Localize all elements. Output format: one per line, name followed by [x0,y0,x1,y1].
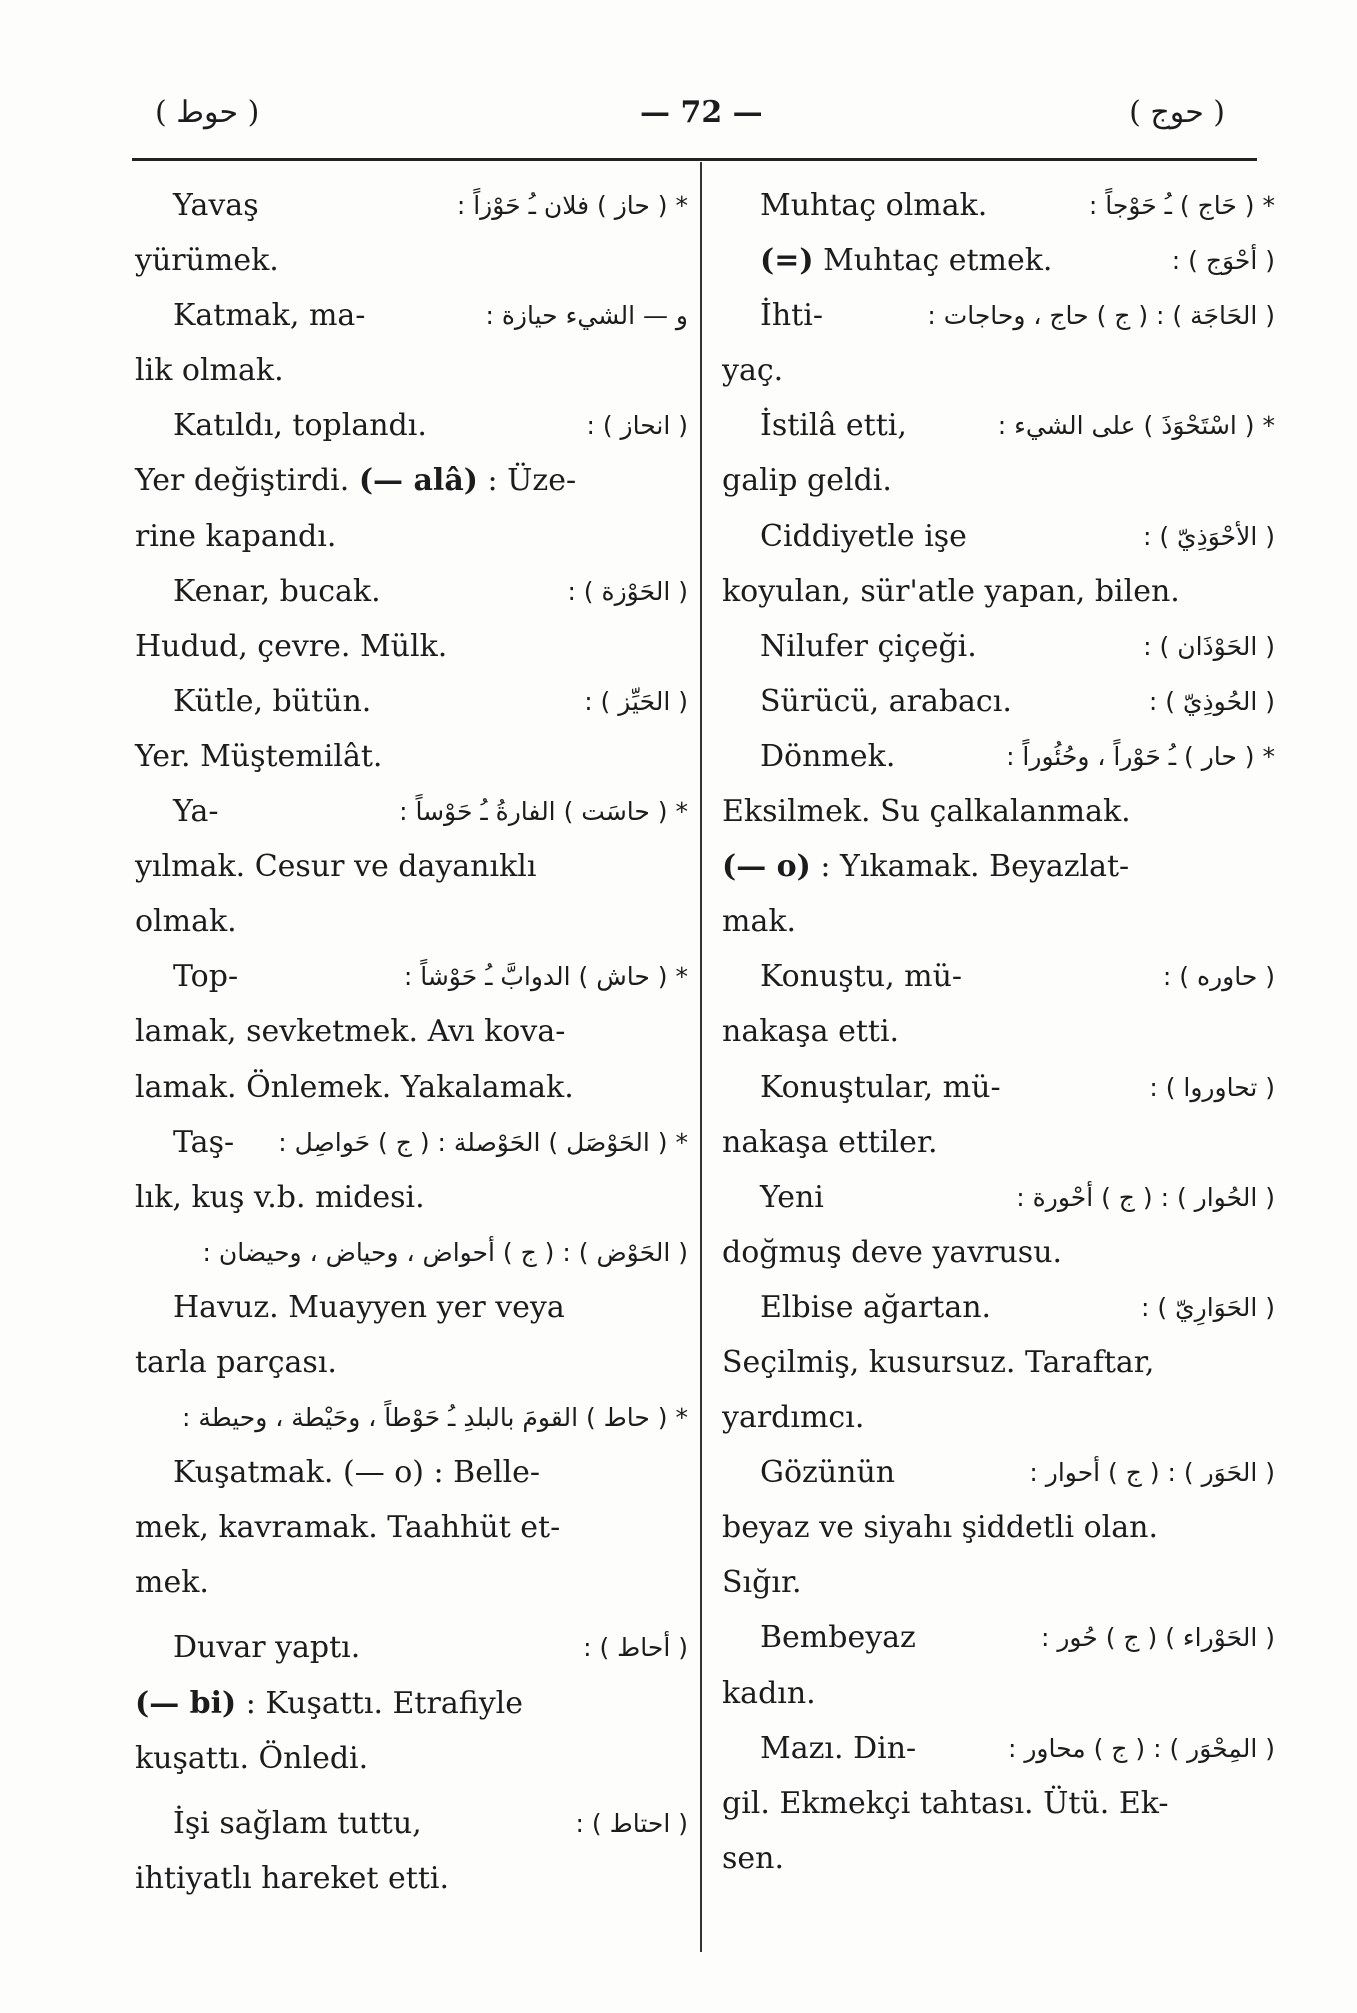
entry-line [722,1060,1277,1115]
turkish-text: Yeni [760,1179,824,1215]
turkish-text: Yer değiştirdi. (— alâ) : Üze- [135,463,577,499]
turkish-text: Seçilmiş, kusursuz. Taraftar, [722,1344,1155,1380]
arabic-headword: * ( اسْتَحْوَذَ ) على الشيء : [997,411,1275,441]
entry-line [135,1335,690,1390]
entry-line [135,453,690,508]
turkish-text: Duvar yaptı. [173,1630,361,1666]
arabic-headword: ( الحَاجَة ) : ( ج ) حاج ، وحاجات : [927,301,1275,331]
page-number: — 72 — [640,95,763,130]
turkish-text: mak. [722,904,797,940]
turkish-text: Nilufer çiçeği. [760,628,977,664]
arabic-headword: ( الأحْوَذِيّ ) : [1142,521,1275,551]
entry-line [722,233,1277,288]
turkish-text: Ya- [173,794,219,830]
right-column [722,178,1277,1886]
turkish-text: lamak, sevketmek. Avı kova- [135,1014,566,1050]
turkish-text: (=) Muhtaç etmek. [760,243,1053,279]
turkish-text: Yavaş [173,188,259,223]
entry-line [135,894,690,949]
turkish-text: yılmak. Cesur ve dayanıklı [135,849,537,885]
header-rule [132,158,1257,161]
turkish-text: Havuz. Muayyen yer veya [173,1289,565,1325]
arabic-headword: ( الحَوَر ) : ( ج ) أحوار : [1029,1458,1275,1488]
turkish-text: yürümek. [135,243,279,279]
arabic-headword: ( الحَيِّز ) : [584,686,688,716]
header-left-entry: ( حوط ) [155,95,260,130]
turkish-text: Sığır. [722,1565,802,1601]
turkish-text: Mazı. Din- [760,1730,917,1766]
entry-line [135,1731,690,1786]
turkish-text: ihtiyatlı hareket etti. [135,1860,450,1896]
entry-line [722,1225,1277,1280]
turkish-text: Muhtaç olmak. [760,188,988,223]
entry-line [135,288,690,343]
turkish-text: lik olmak. [135,353,284,389]
arabic-headword: ( احتاط ) : [575,1808,688,1838]
turkish-text: Katmak, ma- [173,298,366,334]
turkish-text: İhti- [760,298,823,334]
arabic-headword: ( المِحْوَر ) : ( ج ) محاور : [1007,1733,1275,1763]
grammar-marker: (— alâ) [358,463,478,499]
entry-line [722,1555,1277,1610]
page-header [140,95,1240,145]
grammar-marker: (— o) [722,849,811,885]
turkish-text: Yer. Müştemilât. [135,738,383,774]
entry-line [135,564,690,619]
turkish-text: tarla parçası. [135,1344,337,1380]
left-column [135,178,690,1906]
entry-line [722,894,1277,949]
turkish-text: Kuşatmak. (— o) : Belle- [173,1455,541,1491]
turkish-text: olmak. [135,904,237,940]
turkish-text: Konuştu, mü- [760,959,963,995]
turkish-text: mek, kavramak. Taahhüt et- [135,1510,561,1546]
entry-line [135,343,690,398]
turkish-text: Elbise ağartan. [760,1289,992,1325]
arabic-headword: ( الحَوْذَان ) : [1143,631,1275,661]
turkish-text: nakaşa ettiler. [722,1124,938,1160]
turkish-text: (— bi) : Kuşattı. Etrafiyle [135,1685,524,1721]
entry-line [135,729,690,784]
turkish-text: Hudud, çevre. Mülk. [135,628,448,664]
arabic-headword: ( أحْوَج ) : [1171,246,1275,276]
turkish-text: Kütle, bütün. [173,683,372,719]
turkish-text: Konuştular, mü- [760,1069,1001,1105]
turkish-text: rine kapandı. [135,518,337,554]
turkish-text: nakaşa etti. [722,1014,900,1050]
arabic-headword: * ( حاط ) القومَ بالبلدِ ـُ حَوْطاً ، وحَيْطة ، وحيطة : [181,1403,688,1433]
turkish-text: lamak. Önlemek. Yakalamak. [135,1069,574,1105]
turkish-text: (— o) : Yıkamak. Beyazlat- [722,849,1130,885]
turkish-text: Gözünün [760,1455,896,1491]
arabic-headword: * ( حار ) ـُ حَوْراً ، وحُئُوراً : [1006,741,1275,771]
arabic-headword: ( الحَوْض ) : ( ج ) أحواض ، وحياض ، وحيضان : [202,1237,688,1267]
entry-line [135,1445,690,1500]
entry-line [135,1060,690,1115]
arabic-headword: ( الحُوذِيّ ) : [1148,686,1275,716]
turkish-text: Sürücü, arabacı. [760,683,1012,719]
turkish-text: Eksilmek. Su çalkalanmak. [722,794,1131,830]
entry-line [135,1620,690,1675]
entry-line [722,288,1277,343]
entry-line [135,619,690,674]
arabic-headword: * ( الحَوْصَل ) الحَوْصلة : ( ج ) حَواصِل : [278,1127,688,1157]
header-right-entry: ( حوج ) [1129,95,1225,130]
arabic-headword: ( الحُوار ) : ( ج ) أحْورة : [1016,1182,1275,1212]
turkish-text: doğmuş deve yavrusu. [722,1234,1063,1270]
turkish-text: sen. [722,1840,785,1876]
entry-line [135,1851,690,1906]
turkish-text: kuşattı. Önledi. [135,1740,369,1776]
entry-line [135,1225,690,1280]
entry-line [135,398,690,453]
entry-line [135,1555,690,1610]
grammar-marker: (— bi) [135,1685,237,1721]
turkish-text: Bembeyaz [760,1620,916,1656]
turkish-text: koyulan, sür'atle yapan, bilen. [722,573,1180,609]
turkish-text: İşi sağlam tuttu, [173,1805,422,1841]
turkish-text: Ciddiyetle işe [760,518,967,554]
turkish-text: mek. [135,1565,209,1601]
turkish-text: Kenar, bucak. [173,573,381,609]
entry-line [135,1004,690,1059]
arabic-headword: * ( حاز ) فلان ـُ حَوْزاً : [456,191,688,220]
turkish-text: Taş- [173,1124,235,1160]
turkish-text: galip geldi. [722,463,892,499]
entry-line [722,1445,1277,1500]
entry-line [135,839,690,894]
entry-line [722,1170,1277,1225]
arabic-headword: ( الحَوْزة ) : [567,576,688,606]
turkish-text: Dönmek. [760,738,896,774]
arabic-headword: ( الحَوْراء ) ( ج ) حُور : [1040,1623,1275,1653]
entry-line [135,949,690,1004]
entry-line [722,619,1277,674]
arabic-headword: * ( حاش ) الدوابَّ ـُ حَوْشاً : [403,962,688,992]
entry-line [135,784,690,839]
turkish-text: beyaz ve siyahı şiddetli olan. [722,1510,1158,1546]
entry-line [722,1610,1277,1665]
entry-line [135,1115,690,1170]
arabic-headword: ( حاوره ) : [1162,962,1275,992]
entry-line [135,509,690,564]
entry-line [722,1280,1277,1335]
entry-line [722,343,1277,398]
turkish-text: yaç. [722,353,784,389]
turkish-text: gil. Ekmekçi tahtası. Ütü. Ek- [722,1785,1169,1821]
arabic-headword: * ( حَاج ) ـُ حَوْجاً : [1088,191,1275,220]
turkish-text: kadın. [722,1675,816,1711]
entry-line [722,1831,1277,1886]
entry-line [135,1170,690,1225]
turkish-text: Katıldı, toplandı. [173,408,427,444]
turkish-text: yardımcı. [722,1400,865,1436]
entry-line [722,1335,1277,1390]
entry-line [722,1776,1277,1831]
arabic-headword: ( تحاوروا ) : [1149,1072,1275,1102]
entry-line [722,509,1277,564]
entry-line [135,674,690,729]
grammar-marker: (=) [760,243,814,279]
entry-line [135,233,690,288]
entry-line [722,178,1277,233]
entry-line [722,1721,1277,1776]
entry-line [722,1500,1277,1555]
entry-line [135,1676,690,1731]
entry-line [722,729,1277,784]
turkish-text: İstilâ etti, [760,408,907,444]
entry-line [722,1666,1277,1721]
entry-line [722,564,1277,619]
entry-line [722,674,1277,729]
entry-line [722,1115,1277,1170]
entry-line [722,784,1277,839]
entry-line [135,1280,690,1335]
arabic-headword: * ( حاسَت ) الفارةُ ـُ حَوْساً : [399,797,688,827]
entry-line [722,839,1277,894]
arabic-headword: ( أحاط ) : [583,1633,688,1663]
arabic-headword: و — الشيء حيازة : [485,301,688,331]
entry-line [135,1500,690,1555]
entry-line [722,453,1277,508]
arabic-headword: ( الحَوَارِيّ ) : [1141,1292,1275,1322]
turkish-text: Top- [173,959,239,995]
entry-line [135,178,690,233]
turkish-text: lık, kuş v.b. midesi. [135,1179,425,1215]
column-divider [700,162,702,1952]
entry-line [722,398,1277,453]
arabic-headword: ( انحاز ) : [586,411,688,441]
entry-line [135,1796,690,1851]
entry-line [722,1004,1277,1059]
entry-line [722,949,1277,1004]
entry-line [722,1390,1277,1445]
entry-line [135,1390,690,1445]
